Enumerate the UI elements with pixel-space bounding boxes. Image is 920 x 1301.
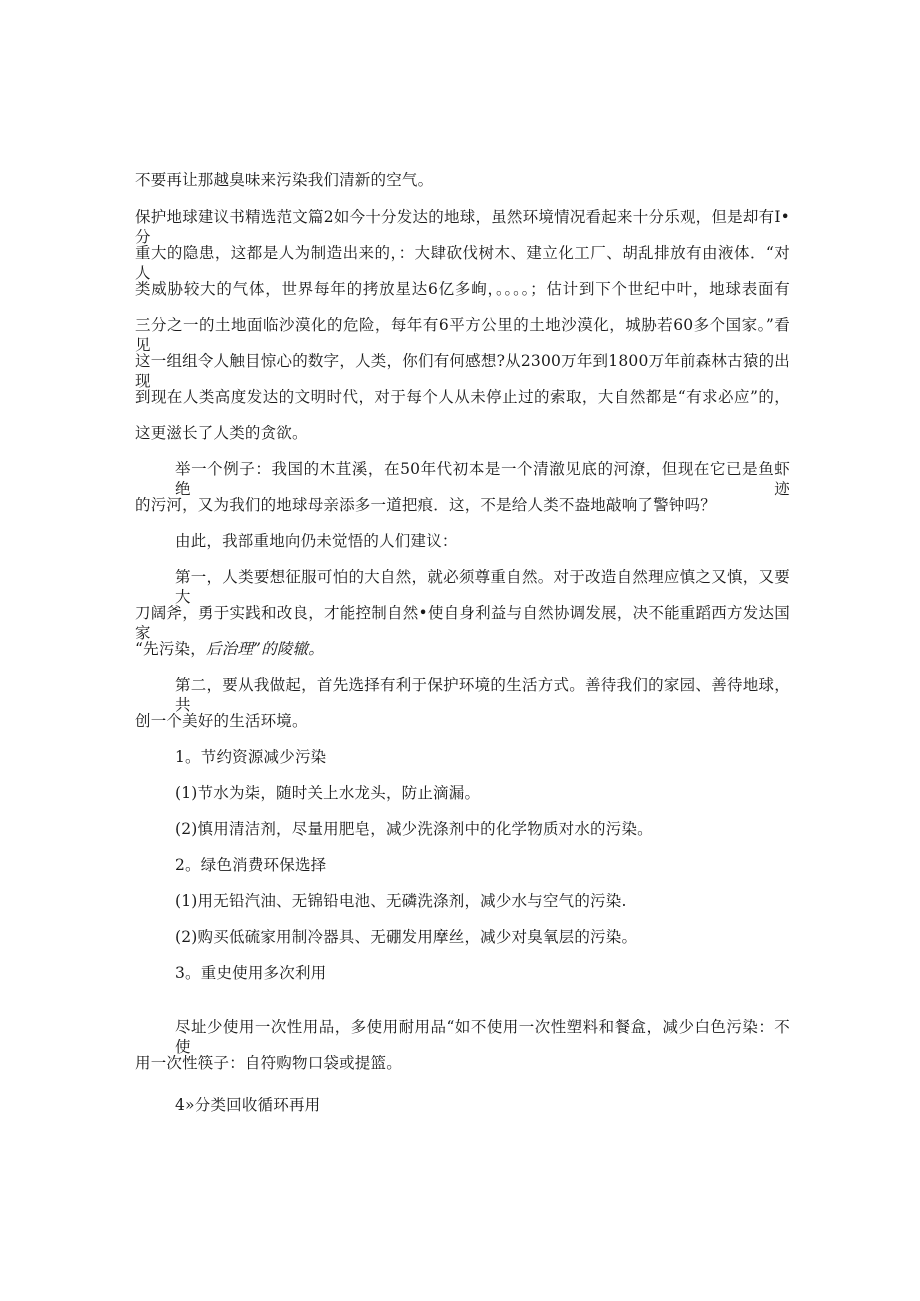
- section-heading: 2。绿色消费环保选择: [175, 856, 327, 874]
- paragraph-line: 重大的隐患，这都是人为制造出来的，：大肆砍伐树木、建立化工厂、胡乱排放有由液体．“对人: [135, 244, 790, 282]
- paragraph-line: 不要再让那越臭味来污染我们清新的空气。: [135, 171, 434, 189]
- paragraph-line: 保护地球建议书精选范文篇2如今十分发达的地球，虽然环境情况看起来十分乐观，但是却有I•分: [135, 208, 790, 246]
- section-heading: 4»分类回收循环再用: [175, 1096, 321, 1114]
- paragraph-line: 创一个美好的生活环境。: [135, 712, 308, 730]
- list-item: (2)购买低硫家用制冷器具、无硼发用摩丝，减少对臭氧层的污染。: [175, 928, 638, 946]
- list-item: (1)节水为柒，随时关上水龙头，防止滴漏。: [175, 784, 481, 802]
- paragraph-line: 第二，要从我做起，首先选择有利于保护环境的生活方式。善待我们的家园、善待地球，共: [175, 676, 790, 714]
- paragraph-line: 由此，我部重地向仍未觉悟的人们建议：: [175, 532, 458, 550]
- paragraph-line: 的污河，又为我们的地球母亲添多一道把痕．这，不是给人类不盎地敲响了警钟吗？: [135, 496, 716, 514]
- paragraph-line: 用一次性筷子：自符购物口袋或提篮。: [135, 1054, 402, 1072]
- paragraph-line: [135, 639, 324, 659]
- list-item: (2)慎用清洁剂，尽量用肥皂，减少洗涤剂中的化学物质对水的污染。: [175, 820, 653, 838]
- section-heading: 1。节约资源减少污染: [175, 748, 327, 766]
- paragraph-line: 刀阔斧，勇于实践和改良，才能控制自然•使自身利益与自然协调发展，决不能重蹈西方发达国家: [135, 604, 790, 642]
- paragraph-line: 到现在人类高度发达的文明时代，对于每个人从未停止过的索取，大自然都是“有求必应”的，: [135, 388, 790, 406]
- paragraph-line: 类威胁较大的气体，世界每年的拷放星达6亿多峋，。。。。；估计到下个世纪中叶，地球表面有: [135, 280, 790, 298]
- paragraph-line: 这一组组令人触目惊心的数字，人类，你们有何感想?从2300万年到1800万年前森林古猿的出现: [135, 352, 790, 390]
- paragraph-line: 第一，人类要想征服可怕的大自然，就必须尊重自然。对于改造自然理应慎之又慎，又要大: [175, 568, 790, 606]
- paragraph-line: 尽址少使用一次性用品，多使用耐用品“如不使用一次性塑料和餐盒，减少白色污染：不使: [175, 1018, 790, 1056]
- list-item: (1)用无铅汽油、无锦铅电池、无磷洗涤剂，减少水与空气的污染.: [175, 892, 627, 910]
- section-heading: 3。重史使用多次利用: [175, 964, 327, 982]
- paragraph-line: 这更滋长了人类的贪欲。: [135, 424, 308, 442]
- paragraph-line: 三分之一的土地面临沙漠化的危险，每年有6平方公里的土地沙漠化，城胁若60多个国家。”看见: [135, 316, 790, 354]
- quote-start: “先污染，: [135, 640, 206, 658]
- quote-end-italic: 后治理”的陵辙。: [205, 640, 324, 658]
- paragraph-line: 举一个例子：我国的木苴溪，在50年代初本是一个清澈见底的河潦，但现在它已是鱼虾绝迹: [175, 460, 790, 498]
